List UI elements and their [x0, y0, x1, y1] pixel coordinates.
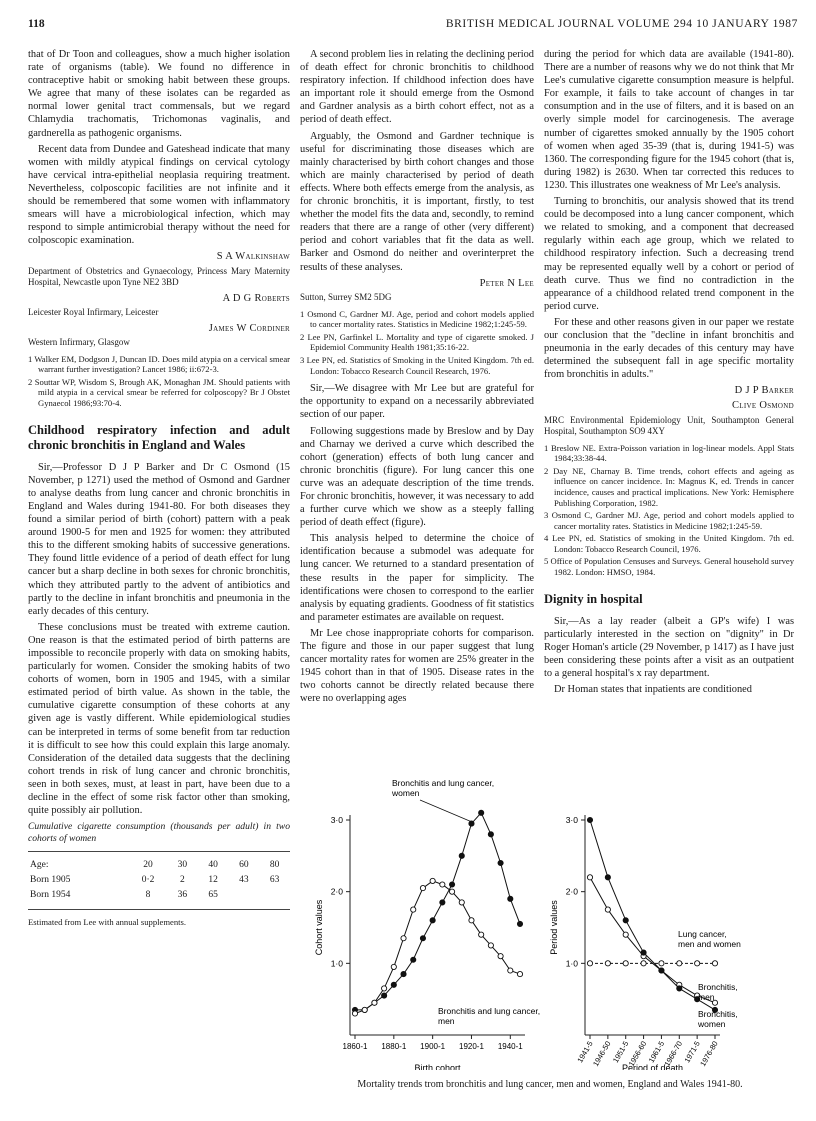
- table-cell: 20: [143, 860, 153, 871]
- table-footnote: Estimated from Lee with annual supplements.: [28, 917, 186, 928]
- reference-item: 1 Breslow NE. Extra-Poisson variation in log-linear models. Appl Stats 1984;33:38-44.: [544, 442, 794, 464]
- address: MRC Environmental Epidemiology Unit, Southampton General Hospital, Southampton SO9 4XY: [544, 414, 794, 436]
- series-label: Lung cancer,: [678, 929, 727, 939]
- x-tick-label: 1946-50: [591, 1039, 613, 1068]
- data-point: [362, 1007, 367, 1012]
- data-point: [391, 964, 396, 969]
- y-tick-label: 2·0: [565, 886, 578, 897]
- paragraph: Arguably, the Osmond and Gardner technique is useful for discriminating those diseases which are mainly characterised by birth cohort changes and those which are mainly characterised by period of death effects. Where both effects emerge from the analysis, as for chronic bronchitis, it is important, firstly, to test whether the model fits the data and, secondly, to remind readers that there are a range of other (very different) period and cohort variables that fit the data as well. Barker and Osmond do neither and overinterpret the results of these analyses.: [300, 130, 534, 273]
- signature: Clive Osmond: [731, 400, 794, 412]
- series-line: [355, 813, 520, 1010]
- data-point: [517, 921, 522, 926]
- signature: Peter N Lee: [479, 277, 534, 289]
- table-cell: 0·2: [141, 875, 155, 886]
- series-label: Bronchitis and lung cancer,: [438, 1006, 541, 1016]
- data-point: [449, 882, 454, 887]
- x-tick-label: 1880-1: [381, 1042, 407, 1051]
- data-point: [623, 918, 628, 923]
- page-number: 118: [28, 18, 45, 30]
- data-point: [677, 961, 682, 966]
- data-point: [479, 810, 484, 815]
- paragraph: during the period for which data are available (1941-80). There are a number of reasons why we do not think that Mr Lee's cumulative cigarette consumption measure is helpful. For example, it fails to take account of changes in tar consumption and in the use of filters, and it is based on an overly simple model for carcinogenesis. The average number of cigarettes smoked annually by the 1905 cohort of women when aged 35-39 (that is, during 1941-5) was 1360. The corresponding figure for the 1945 cohort (that is, during 1982) is 2630. When tar corrected this reduces to 1230. This illustrates one weakness of Mr Lee's analysis.: [544, 49, 794, 191]
- data-point: [641, 950, 646, 955]
- y-tick-label: 1·0: [565, 958, 578, 969]
- data-point: [587, 875, 592, 880]
- data-point: [401, 936, 406, 941]
- references: [28, 354, 290, 409]
- article-heading: Dignity in hospital: [544, 591, 643, 606]
- signature: S A Walkinshaw: [216, 251, 290, 263]
- figure: [300, 770, 800, 1100]
- reference-item: 5 Office of Population Censuses and Surveys. General household survey 1982. London: HMSO, 1984.: [544, 556, 794, 578]
- journal-title: BRITISH MEDICAL JOURNAL VOLUME 294 10 JANUARY 1987: [445, 18, 798, 30]
- address: Western Infirmary, Glasgow: [28, 336, 130, 347]
- reference-item: 2 Souttar WP, Wisdom S, Brough AK, Monaghan JM. Should patients with mild atypia in a cervical smear be referred for colposcopy? Br J Obstet Gynaecol 1986;93:70-4.: [28, 376, 290, 409]
- data-point: [605, 875, 610, 880]
- table-cell: Born 1905: [30, 875, 71, 886]
- data-point: [449, 889, 454, 894]
- series-label: Bronchitis and lung cancer,: [392, 778, 495, 788]
- paragraph: For these and other reasons given in our paper we restate our conclusion that the "decline in infant bronchitis and pneumonia in the early decades of this century may have determined the subsequent fall in age specific mortality from bronchitis in adults.": [544, 316, 794, 381]
- table-header-row: [28, 858, 290, 873]
- mortality-chart: [300, 770, 800, 1070]
- references: [300, 309, 534, 377]
- data-point: [440, 900, 445, 905]
- data-point: [488, 943, 493, 948]
- table-cell: 60: [239, 860, 249, 871]
- paragraph: Dr Homan states that inpatients are conditioned: [554, 684, 752, 696]
- page-header: [28, 18, 798, 34]
- y-tick-label: 3·0: [330, 815, 343, 825]
- y-tick-label: 3·0: [565, 815, 578, 825]
- data-point: [498, 954, 503, 959]
- table-cell: Born 1954: [30, 890, 71, 901]
- table-cell: 36: [177, 890, 188, 901]
- series-label: women: [698, 1019, 726, 1029]
- x-axis-label: Period of death: [621, 1063, 684, 1070]
- x-tick-label: 1900-1: [420, 1042, 446, 1051]
- y-axis-label: Period values: [549, 900, 559, 955]
- signature: D J P Barker: [734, 385, 794, 397]
- y-tick-label: 2·0: [330, 886, 343, 897]
- x-tick-label: 1956-60: [626, 1039, 649, 1068]
- signature: A D G Roberts: [222, 292, 290, 304]
- data-point: [695, 961, 700, 966]
- paragraph: This analysis helped to determine the choice of identification because a submodel was adequate for lung cancer. We returned to a standard presentation of these results in the paper for simplicity. The identifications were chosen to correspond to the earlier analysis by equating gradients. Goodness of fit statistics and parameter estimates are available on request.: [300, 533, 534, 623]
- paragraph: Turning to bronchitis, our analysis showed that its trend could be decomposed into a lung cancer component, which we related to smoking, and a component that decreased regularly within each age group, which we related to childhood respiratory infection. Such a decreasing trend may be represented equally well by a cohort or period of death curve. Thus we find no contradiction in the appearance of a childhood related trend component in the period curve.: [544, 196, 794, 312]
- paragraph: These conclusions must be treated with extreme caution. One reason is that the estimated period of birth patterns are impossible to reconcile properly with data on smoking habits, particularly for women. Consider the smoking habits of two cohorts of women, born in 1905 and 1945, with a similar estimated period of birth value. As shown in the table, the cumulative cigarette consumption of these cohorts at any given age is vastly different. While epidemiological studies can be interpreted in terms of some benefit from tar reduction it is difficult to see how this could explain this large anomaly. Consideration of the detailed data suggests that the declining cohort trends in risk of lung cancer and chronic bronchitis, seen in both sexes, must, at least in part, have been due to a decline in the effect of some risk factor other than smoking, quite possibly air pollution.: [28, 621, 290, 817]
- data-point: [430, 878, 435, 883]
- address: Leicester Royal Infirmary, Leicester: [28, 306, 159, 317]
- series-label: Bronchitis,: [698, 982, 738, 992]
- table-caption: Cumulative cigarette consumption (thousands per adult) in two cohorts of women: [28, 821, 290, 845]
- article-heading: Childhood respiratory infection and adult chronic bronchitis in England and Wales: [28, 422, 290, 452]
- data-point: [372, 1000, 377, 1005]
- data-point: [391, 982, 396, 987]
- data-point: [401, 971, 406, 976]
- paragraph: Sir,—As a lay reader (albeit a GP's wife) I was particularly interested in the section on "dignity" in Dr Roger Homan's article (29 November, p 1417) as I have just been considering these points after a visit as an outpatient to a general hospital's x ray department.: [544, 615, 794, 680]
- data-point: [677, 986, 682, 991]
- data-point: [440, 882, 445, 887]
- series-label: women: [392, 788, 420, 798]
- data-point: [712, 961, 717, 966]
- data-point: [517, 971, 522, 976]
- x-tick-label: 1961-5: [646, 1039, 667, 1065]
- data-point: [469, 918, 474, 923]
- x-tick-label: 1976-80: [698, 1039, 720, 1068]
- data-point: [605, 961, 610, 966]
- series-label: men: [698, 992, 715, 1002]
- y-axis-label: Cohort values: [314, 899, 324, 956]
- reference-item: 1 Walker EM, Dodgson J, Duncan ID. Does mild atypia on a cervical smear warrant further investigation? Lancet 1986; ii:672-3.: [28, 353, 290, 375]
- table-cell: [259, 888, 290, 903]
- data-point: [605, 907, 610, 912]
- x-tick-label: 1966-70: [662, 1039, 685, 1068]
- reference-item: 2 Lee PN, Garfinkel L. Mortality and type of cigarette smoked. J Epidemiol Community Health 1981;35:16-22.: [300, 331, 534, 353]
- table-cell: 2: [179, 875, 185, 886]
- table-cell: 8: [145, 890, 151, 901]
- x-tick-label: 1941-5: [575, 1039, 595, 1065]
- data-point: [587, 961, 592, 966]
- data-point: [659, 968, 664, 973]
- table-cell: 43: [239, 875, 249, 886]
- table-cell: 30: [177, 860, 188, 871]
- paragraph: Following suggestions made by Breslow and by Day and Charnay we derived a curve which described the cohort (generation) effects of both lung cancer and chronic bronchitis (figure). For lung cancer this one curve was an adequate description of the time trends. For chronic bronchitis, however, it was necessary to add a further curve which we show as a steeply falling period of death effect (figure).: [300, 425, 534, 529]
- x-tick-label: 1940-1: [497, 1042, 523, 1051]
- data-point: [352, 1011, 357, 1016]
- table-cell: 80: [269, 860, 280, 871]
- reference-item: 3 Osmond C, Gardner MJ. Age, period and cohort models applied to cancer mortality rates. Statistics in Medicine 1982;1:245-59.: [544, 510, 794, 531]
- x-axis-label: Birth cohort: [414, 1063, 461, 1070]
- data-point: [411, 907, 416, 912]
- data-point: [382, 986, 387, 991]
- data-point: [641, 961, 646, 966]
- x-tick-label: 1971-5: [682, 1039, 702, 1065]
- data-point: [659, 961, 664, 966]
- paragraph: Mr Lee chose inappropriate cohorts for comparison. The figure and those in our paper suggest that lung cancer mortality rates for women are 25% greater in the 1945 cohort than in that of 1905. Disease rates in the two cohorts cannot be directly related because there were no overlapping ages: [300, 627, 534, 705]
- reference-item: 4 Lee PN, ed. Statistics of smoking in the United Kingdom. 7th ed. London: Tobacco Research Council, 1976.: [544, 533, 794, 554]
- table-row: [28, 873, 290, 888]
- label-leader: [420, 800, 472, 822]
- data-point: [623, 932, 628, 937]
- figure-caption: Mortality trends trom bronchitis and lung cancer, men and women, England and Wales 1941-80.: [357, 1079, 743, 1090]
- data-point: [459, 900, 464, 905]
- table-cell: 12: [208, 875, 218, 886]
- paragraph: that of Dr Toon and colleagues, show a much higher isolation rate of organisms (table). We found no difference in contraceptive habit or smoking habit between these groups. We agree that many of these isolates can be regarded as normal lower genital tract commensals, but we regard Chlamydia trachomatis, Trichomonas vaginalis, and gardnerella as pathogenic organisms.: [28, 49, 290, 139]
- data-point: [587, 817, 592, 822]
- y-tick-label: 1·0: [330, 958, 343, 969]
- paragraph: Sir,—We disagree with Mr Lee but are grateful for the opportunity to expand on a necessarily abbreviated section of our paper.: [300, 383, 534, 421]
- data-point: [382, 993, 387, 998]
- series-line: [590, 820, 715, 1010]
- table-rule: [28, 909, 290, 910]
- data-point: [488, 832, 493, 837]
- table-row: [28, 888, 290, 903]
- cigarette-table: [28, 858, 290, 903]
- references: [544, 443, 794, 578]
- address: Department of Obstetrics and Gynaecology, Princess Mary Maternity Hospital, Newcastle upon Tyne NE2 3BD: [28, 265, 290, 287]
- data-point: [508, 896, 513, 901]
- data-point: [411, 957, 416, 962]
- table-cell: [228, 888, 259, 903]
- series-label: men: [438, 1016, 455, 1026]
- reference-item: 1 Osmond C, Gardner MJ. Age, period and cohort models applied to cancer mortality rates. Statistics in Medicine 1982;1:245-59.: [300, 308, 534, 330]
- data-point: [420, 936, 425, 941]
- data-point: [623, 961, 628, 966]
- data-point: [479, 932, 484, 937]
- table-cell: 65: [208, 890, 218, 901]
- x-tick-label: 1860-1: [342, 1042, 368, 1051]
- data-point: [508, 968, 513, 973]
- table-cell: Age:: [30, 860, 49, 871]
- table-cell: 63: [269, 875, 280, 886]
- x-tick-label: 1951-5: [610, 1039, 631, 1065]
- x-tick-label: 1920-1: [459, 1042, 484, 1051]
- paragraph: Recent data from Dundee and Gateshead indicate that many women with mildly atypical findings on cervical cytology have cervical intra-epithelial neoplasia requiring treatment. Nevertheless, colposcopic facilities are not infinite and it should be remembered that some women with inflammatory smears will have a microbiological infection, which may respond to simple antimicrobial therapy without the need for colposcopic examination.: [28, 143, 290, 247]
- paragraph: Sir,—Professor D J P Barker and Dr C Osmond (15 November, p 1271) used the method of Osmond and Gardner to analyse deaths from lung cancer and chronic bronchitis in England and Wales during 1941-80. For both diseases they found a similar period of birth (cohort) pattern with a peak around 1900-5 for men and 1925 for women: they attributed this to the different smoking habits of successive generations. They found little evidence of a period of death effect for lung cancer but a sharp decline in both sexes for chronic bronchitis, which they attributed partly to the advent of antibiotics and partly to the decline in infant bronchitis and pneumonia in the early decades of this century.: [28, 461, 290, 617]
- series-label: men and women: [678, 939, 741, 949]
- data-point: [420, 885, 425, 890]
- data-point: [430, 918, 435, 923]
- series-line: [355, 881, 520, 1014]
- column-1: [28, 48, 290, 930]
- data-point: [498, 860, 503, 865]
- data-point: [459, 853, 464, 858]
- table-cell: 40: [208, 860, 218, 871]
- reference-item: 2 Day NE, Charnay B. Time trends, cohort effects and ageing as influence on cancer incidence. In: Magnus K, ed. Trends in cancer incidence, causes and practical implications. New York: Hemisphere Publishing Corporation, 1982.: [544, 465, 794, 508]
- series-label: Bronchitis,: [698, 1009, 738, 1019]
- reference-item: 3 Lee PN, ed. Statistics of Smoking in the United Kingdom. 7th ed. London: Tobacco Research Council Research, 1976.: [300, 355, 534, 376]
- paragraph: A second problem lies in relating the declining period of death effect for chronic bronchitis to childhood respiratory infection. If childhood infection does have an important role it should emerge from the Osmond and Gardner analysis as a birth cohort effect, not as a period of death effect.: [300, 49, 534, 126]
- column-3: [544, 48, 794, 699]
- address: Sutton, Surrey SM2 5DG: [300, 291, 392, 302]
- table-rule: [28, 851, 290, 852]
- signature: James W Cordiner: [208, 322, 290, 334]
- column-2: [300, 48, 534, 709]
